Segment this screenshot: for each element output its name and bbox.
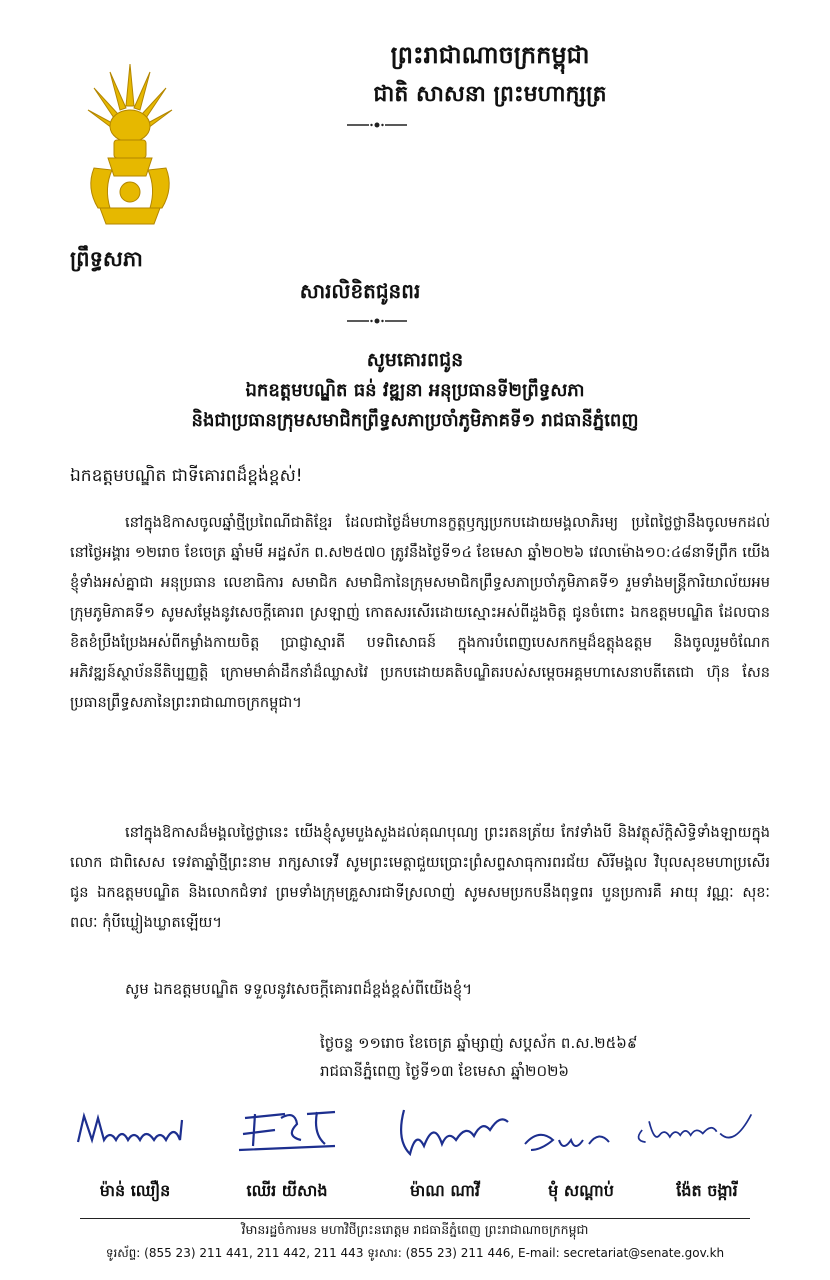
lunar-date: ថ្ងៃចន្ទ ១១រោច ខែចេត្រ ឆ្នាំម្សាញ់ សប្តស័ក ព.ស.២៥៦៩ — [320, 1034, 638, 1052]
body-paragraph: នៅក្នុងឱកាសដ៏មង្គលថ្លៃថ្លានេះ យើងខ្ញុំសូមបួងសួងដល់គុណបុណ្យ ព្រះរតនត្រ័យ កែវទាំងបី និងវត្ថុស័ក្តិសិទ្ធិទាំងឡាយក្នុងលោក ជាពិសេស ទេវតាឆ្នាំថ្មីព្រះនាម រាក្សសាទេវី សូមព្រះមេត្តាជួយប្រោះព្រំសព្ទសាធុការពរជ័យ សិរីមង្គល វិបុលសុខមហាប្រសើរ ជូន ឯកឧត្តមបណ្ឌិត និងលោកជំទាវ ព្រមទាំងក្រុមគ្រួសារជាទីស្រលាញ់ សូមសមប្រកបនឹងពុទ្ធពរ បួនប្រការគឺ អាយុ វណ្ណៈ សុខៈ ពលៈ កុំបីឃ្លៀងឃ្លាតឡើយ។ — [70, 824, 770, 931]
recipient-name: ឯកឧត្តមបណ្ឌិត ធន់ វឌ្ឍនា អនុប្រធានទី២ព្រឹទ្ធសភា — [245, 380, 585, 401]
recipient-greeting: សូមគោរពជូន — [366, 349, 464, 371]
signature-3-icon — [390, 1100, 520, 1160]
national-motto: ជាតិ សាសនា ព្រះមហាក្សត្រ — [373, 82, 607, 107]
recipient-role: និងជាប្រធានក្រុមសមាជិកព្រឹទ្ធសភាប្រចាំភូមិភាគទី១ រាជធានីភ្នំពេញ — [191, 410, 639, 431]
signatory-name: ឈើរ យីសាង — [246, 1181, 328, 1200]
signatory-name: ម៉ាន់ ឈឿន — [99, 1181, 171, 1200]
signatory-name: មុំ សណ្តាប់ — [548, 1181, 614, 1200]
signatory-name: ង៉ែត ចង្ការី — [676, 1181, 738, 1200]
solar-date: រាជធានីភ្នំពេញ ថ្ងៃទី១៣ ខែមេសា ឆ្នាំ២០២៦ — [320, 1062, 570, 1080]
signature-2-icon — [225, 1100, 355, 1160]
footer-address: វិមានរដ្ឋចំការមន មហាវិថីព្រះនរោត្តម រាជធានីភ្នំពេញ ព្រះរាជាណាចក្រកម្ពុជា — [241, 1222, 589, 1237]
document-title: សារលិខិតជូនពរ — [299, 279, 421, 303]
signature-4-icon — [515, 1100, 645, 1160]
kingdom-heading — [230, 0, 750, 130]
footer-divider — [80, 1218, 750, 1219]
signature-5-icon — [630, 1100, 760, 1160]
closing-line: សូម ឯកឧត្តមបណ្ឌិត ទទួលនូវសេចក្តីគោរពដ៏ខ្ពង់ខ្ពស់ពីយើងខ្ញុំ។ — [125, 980, 473, 998]
signature-1-icon — [70, 1100, 200, 1160]
ornament-divider-icon — [345, 316, 409, 326]
institution-name: ព្រឹទ្ធសភា — [70, 247, 143, 271]
footer-contact: ទូរស័ព្ទ: (855 23) 211 441, 211 442, 211 443 ទូរសារ: (855 23) 211 446, E-mail: secretariat@senate.gov.kh — [105, 1246, 725, 1260]
salutation: ឯកឧត្តមបណ្ឌិត ជាទីគោរពដ៏ខ្ពង់ខ្ពស់! — [70, 466, 303, 486]
kingdom-name: ព្រះរាជាណាចក្រកម្ពុជា — [390, 41, 590, 69]
ornament-divider-icon — [345, 120, 409, 130]
royal-emblem-icon — [80, 58, 180, 228]
signatory-name: ម៉ាណ ណាវី — [409, 1181, 481, 1200]
body-paragraph: នៅក្នុងឱកាសចូលឆ្នាំថ្មីប្រពៃណីជាតិខ្មែរ ដែលជាថ្ងៃដ៏មហានក្ខត្តឫក្សប្រកបដោយមង្គលាភិរម្យ ប្រពៃថ្លៃថ្លានឹងចូលមកដល់នៅថ្ងៃអង្គារ ១២រោច ខែចេត្រ ឆ្នាំមមី អដ្ឋស័ក ព.ស២៥៧០ ត្រូវនឹងថ្ងៃទី១៤ ខែមេសា ឆ្នាំ២០២៦ វេលាម៉ោង១០:៤៨នាទីព្រឹក យើងខ្ញុំទាំងអស់គ្នាជា អនុប្រធាន លេខាធិការ សមាជិក សមាជិកានៃក្រុមសមាជិកព្រឹទ្ធសភាប្រចាំភូមិភាគទី១ រួមទាំងមន្ត្រីការិយាល័យអមក្រុមភូមិភាគទី១ សូមសម្តែងនូវសេចក្តីគោរព ស្រឡាញ់ កោតសរសើរដោយស្មោះអស់ពីដួងចិត្ត ជូនចំពោះ ឯកឧត្តមបណ្ឌិត ដែលបានខិតខំប្រឹងប្រែងអស់ពីកម្លាំងកាយចិត្ត ប្រាជ្ញាស្មារតី បទពិសោធន៍ ក្នុងការបំពេញបេសកកម្មដ៏ឧត្តុងឧត្តម និងចូលរួមចំណែកអភិវឌ្ឍន៍ស្ថាប័ននីតិប្បញ្ញត្តិ ក្រោមមាគ៌ាដឹកនាំដ៏ឈ្លាសវៃ ប្រកបដោយគតិបណ្ឌិតរបស់សម្តេចអគ្គមហាសេនាបតីតេជោ ហ៊ុន សែន ប្រធានព្រឹទ្ធសភានៃព្រះរាជាណាចក្រកម្ពុជា។ — [70, 514, 770, 711]
